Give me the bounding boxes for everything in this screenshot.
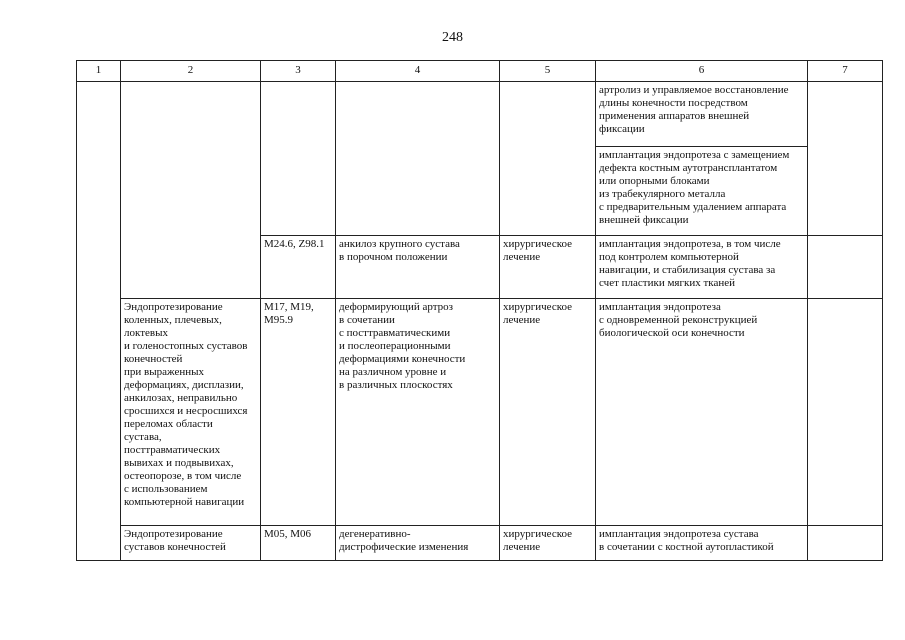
col4-cell [336,82,500,236]
header-cell-3: 3 [261,61,336,82]
col5-cell [500,82,596,236]
header-row [77,61,883,82]
treatment-type-cell: хирургическое лечение [500,236,596,299]
procedures-table [76,60,883,561]
table-row [77,82,883,147]
table-row [77,299,883,526]
method-cell: имплантация эндопротеза с замещением дефекта костным аутотрансплантатом или опорными блоками из трабекулярного металла с предварительным удалением аппарата внешней фиксации [596,147,808,236]
header-cell-2: 2 [121,61,261,82]
diagnosis-cell: анкилоз крупного сустава в порочном положении [336,236,500,299]
header-cell-7: 7 [808,61,883,82]
header-cell-5: 5 [500,61,596,82]
code-cell: M24.6, Z98.1 [261,236,336,299]
col2-cell [121,82,261,299]
method-cell: имплантация эндопротеза с одновременной реконструкцией биологической оси конечности [596,299,808,526]
col7-cell [808,82,883,236]
treatment-type-cell: хирургическое лечение [500,526,596,561]
page-number: 248 [442,30,463,45]
header-cell-6: 6 [596,61,808,82]
procedure-name-cell: Эндопротезирование суставов конечностей [121,526,261,561]
col3-cell [261,82,336,236]
col7-cell [808,236,883,299]
diagnosis-cell: деформирующий артроз в сочетании с посттравматическими и послеоперационными деформациями конечности на различном уровне и в различных плоскостях [336,299,500,526]
treatment-type-cell: хирургическое лечение [500,299,596,526]
method-cell: имплантация эндопротеза, в том числе под контролем компьютерной навигации, и стабилизация сустава за счет пластики мягких тканей [596,236,808,299]
table-row [77,526,883,561]
header-cell-1: 1 [77,61,121,82]
header-cell-4: 4 [336,61,500,82]
diagnosis-cell: дегенеративно- дистрофические изменения [336,526,500,561]
col7-cell [808,299,883,526]
procedure-name-cell: Эндопротезирование коленных, плечевых, локтевых и голеностопных суставов конечностей при выраженных деформациях, дисплазии, анкилозах, неправильно сросшихся и несросшихся переломах области сустава, посттравматических вывихах и подвывихах, остеопорозе, в том числе с использованием компьютерной навигации [121,299,261,526]
code-cell: M05, M06 [261,526,336,561]
method-cell: имплантация эндопротеза сустава в сочетании с костной аутопластикой [596,526,808,561]
col7-cell [808,526,883,561]
method-cell: артролиз и управляемое восстановление длины конечности посредством применения аппаратов внешней фиксации [596,82,808,147]
col1-cell [77,82,121,561]
code-cell: M17, M19, M95.9 [261,299,336,526]
